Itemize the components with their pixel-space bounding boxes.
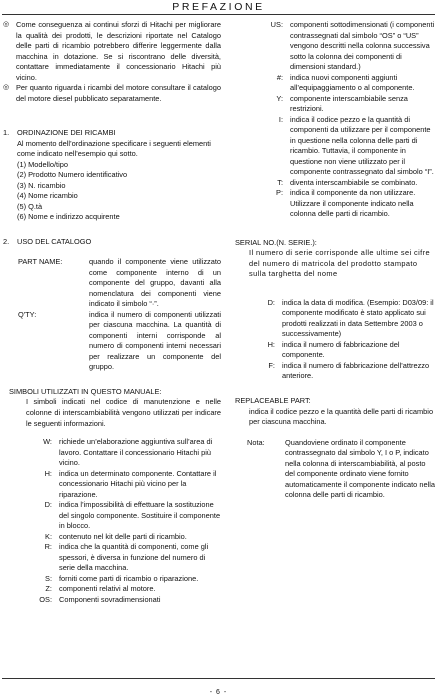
serial-list <box>235 298 435 382</box>
title-divider <box>2 14 435 15</box>
order-item-5: (5) Q.tà <box>17 201 43 211</box>
order-item-1: (1) Modello/tipo <box>17 159 68 169</box>
list-item: US: componenti sottodimensionati (i componenti contrassegnati dal simbolo “OS” o “US” vengono descritti nella colonna successiva sotto la colonna dei componenti di dimensioni standard.) <box>270 20 435 72</box>
list-item: T: diventa interscambiabile se combinato. <box>277 177 418 187</box>
symbols-list-left <box>3 437 221 605</box>
section-1-text: Al momento dell’ordinazione specificare i seguenti elementi come indicato nell’esempio qui sotto. <box>17 138 211 159</box>
intro-text-2: Per quanto riguarda i ricambi del motore consultare il catalogo del motore diesel pubblicato separatamente. <box>16 83 221 103</box>
list-item: R: indica che la quantità di componenti, come gli spessori, è diversa in funzione del numero di serie della macchina. <box>44 542 209 573</box>
list-item: OS: Componenti sovradimensionati <box>39 594 161 604</box>
intro-text-1: Come conseguenza ai continui sforzi di Hitachi per migliorare la qualità dei prodotti, le descrizioni riportate nel Catalogo delle parti di ricambio potrebbero differire leggermente dalla macchina in dotazione. Se si riscontrano delle diversità, contattare immediatamente il concessionario Hitachi più vicino. <box>16 20 221 82</box>
list-item: Y: componente interscambiabile senza restrizioni. <box>276 93 408 114</box>
field-qty: Q'TY: indica il numero di componenti utilizzati per ciascuna macchina. La quantità di componenti interni corrisponde al numero di componenti interni necessari per realizzare un componente del gruppo. <box>18 309 221 372</box>
list-item: Z: componenti relativi al motore. <box>45 584 156 594</box>
replaceable-heading: REPLACEABLE PART: <box>235 395 311 405</box>
list-item: F: indica il numero di fabbricazione dell’attrezzo anteriore. <box>268 360 430 381</box>
list-item: H: indica il numero di fabbricazione del componente. <box>267 339 400 360</box>
list-item: S: forniti come parti di ricambio o riparazione. <box>45 573 199 583</box>
section-2-heading: 2. USO DEL CATALOGO <box>3 236 92 246</box>
intro-paragraph-1 <box>3 20 221 83</box>
page-number: - 6 - <box>209 689 228 696</box>
section-1-body <box>3 139 221 223</box>
serial-heading: SERIAL NO.(N. SERIE.): <box>235 237 317 247</box>
section-1-heading: 1. ORDINAZIONE DEI RICAMBI <box>3 128 116 138</box>
list-item: K: contenuto nel kit delle parti di ricambio. <box>45 531 187 541</box>
symbols-heading: SIMBOLI UTILIZZATI IN QUESTO MANUALE: <box>9 386 162 396</box>
list-item: D: indica l’impossibilità di effettuare la sostituzione del singolo componente. Sostituire il componente in blocco. <box>44 500 221 531</box>
order-item-4: (4) Nome ricambio <box>17 191 78 201</box>
right-column <box>235 20 435 501</box>
circle-icon: ◎ <box>3 21 10 28</box>
order-item-6: (6) Nome e indirizzo acquirente <box>17 212 120 222</box>
left-column <box>3 20 221 605</box>
list-item: H: indica un determinato componente. Contattare il concessionario Hitachi più vicino per la riparazione. <box>44 468 217 499</box>
replaceable-text: indica il codice pezzo e la quantità delle parti di ricambio per ciascuna macchina. <box>249 406 434 427</box>
field-part-name: PART NAME: quando il componente viene utilizzato come componente interno di un componente del gruppo, davanti alla nomenclatura dei componenti viene indicato il simbolo “·”. <box>18 257 221 309</box>
replaceable-note: Nota: Quandoviene ordinato il componente contrassegnato dal simbolo Y, I o P, indicato nella colonna di interscambiabilità, al posto del componente ordinato viene fornito automaticamente il componente indicato nella colonna delle parti di ricambio. <box>247 437 435 500</box>
order-item-3: (3) N. ricambio <box>17 180 66 190</box>
page-title: PREFAZIONE <box>172 1 265 13</box>
symbols-list-right <box>235 20 435 220</box>
list-item: W: richiede un’elaborazione aggiuntiva sull’area di lavoro. Contattare il concessionario Hitachi più vicino. <box>43 437 213 468</box>
intro-paragraph-2 <box>3 83 221 104</box>
serial-text: Il numero di serie corrisponde alle ultime sei cifre del numero di matricola del prodotto stampato sulla targhetta del nome <box>249 248 430 279</box>
list-item: I: indica il codice pezzo e la quantità di componenti da utilizzare per il componente in questione nella colonna delle parti di ricambio. Tuttavia, il componente in questione non viene utilizzato per il componente contrassegnato dal simbolo “I”. <box>278 114 434 177</box>
list-item: #: indica nuovi componenti aggiunti all’equipaggiamento o al componente. <box>276 72 415 93</box>
order-item-2: (2) Prodotto Numero identificativo <box>17 170 128 180</box>
footer-divider <box>2 678 435 679</box>
list-item: D: indica la data di modifica. (Esempio: D03/09: il componente modificato è stato applicato sui prodotti realizzati in data Settembre 2003 o successivamente) <box>267 297 434 339</box>
symbols-intro: I simboli indicati nel codice di manutenzione e nelle colonne di interscambiabilità vengono utilizzati per indicare le seguenti informazioni. <box>26 397 221 428</box>
circle-icon: ◎ <box>3 84 10 92</box>
list-item: P: indica il componente da non utilizzare. Utilizzare il componente indicato nella colonna delle parti di ricambio. <box>276 188 416 219</box>
